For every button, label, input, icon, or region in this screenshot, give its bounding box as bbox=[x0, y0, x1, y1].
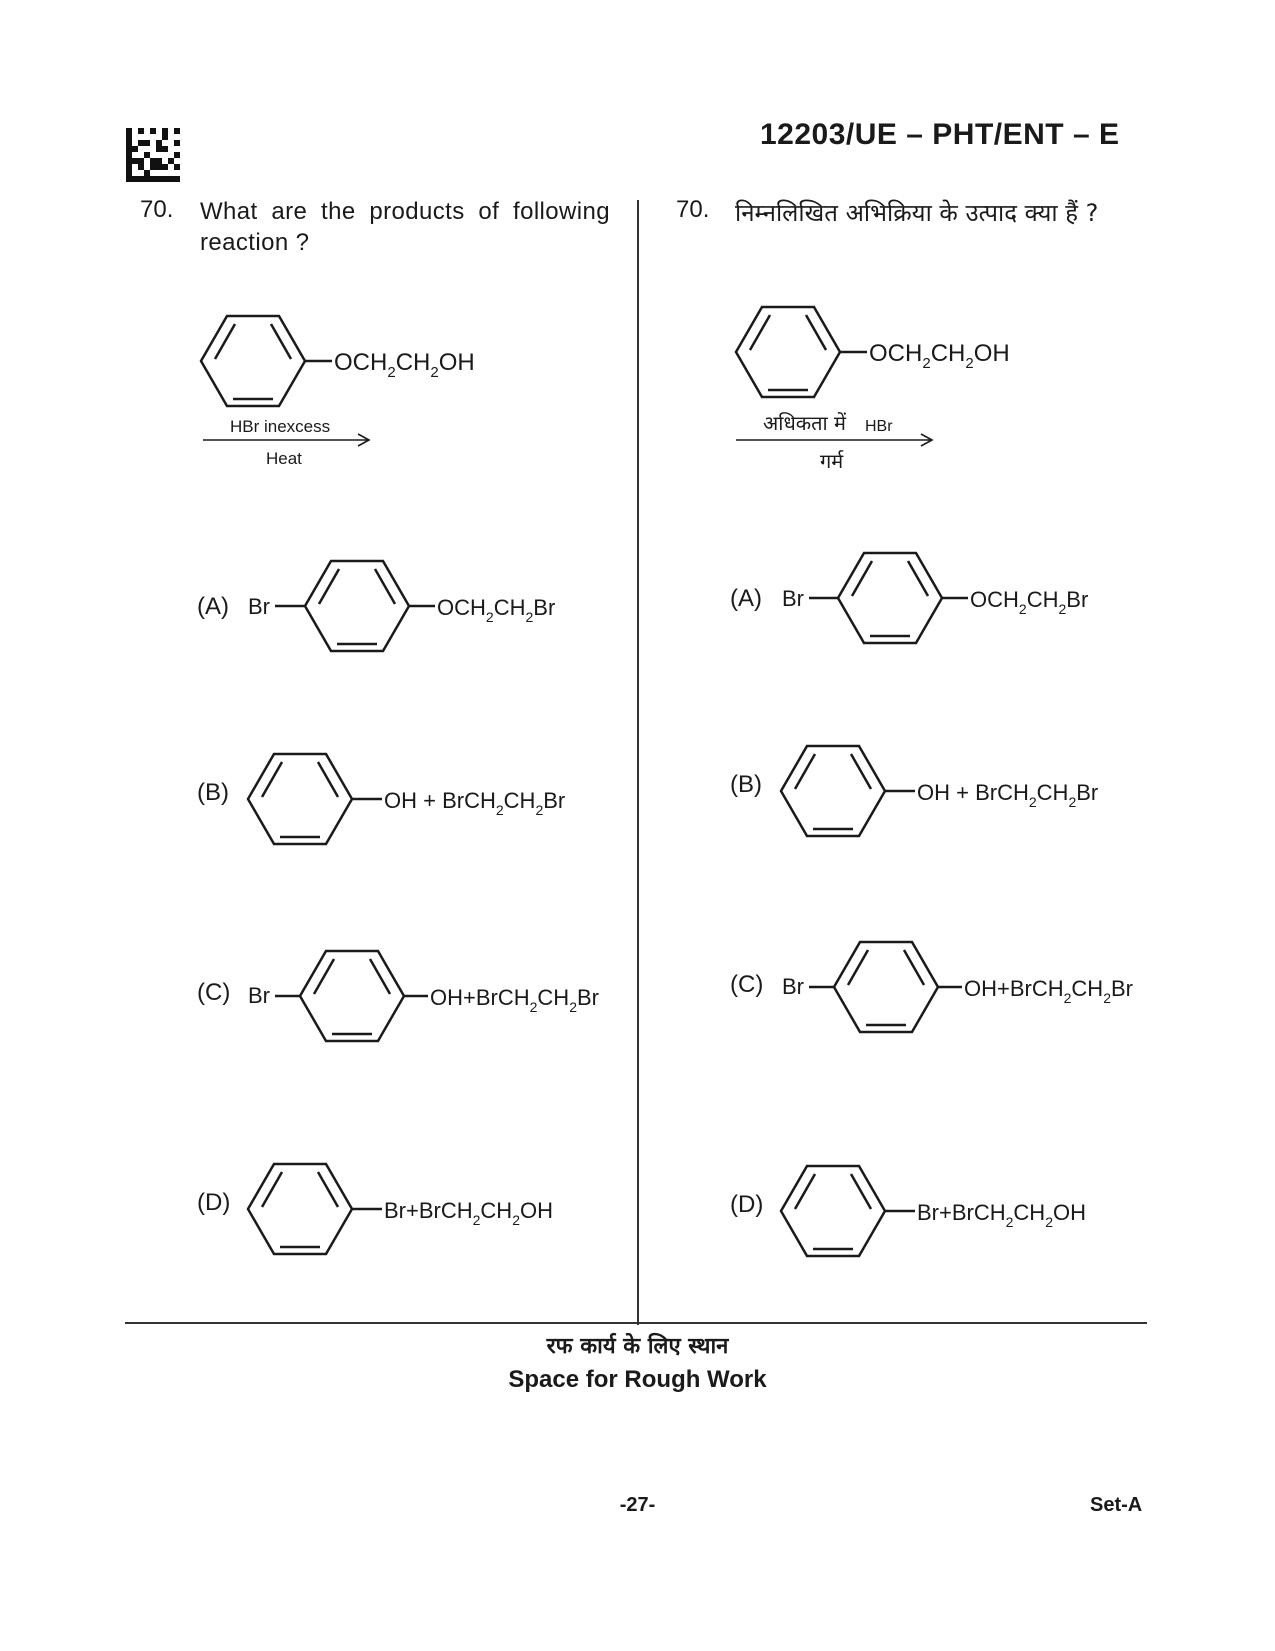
svg-text:(A): (A) bbox=[197, 593, 229, 620]
option-a-en bbox=[197, 561, 555, 651]
svg-text:OCH2CH2OH: $OCH_2CH_2OH$ bbox=[869, 340, 1010, 372]
svg-text:OCH2CH2Br: $OCH_2CH_2Br$ bbox=[970, 587, 1089, 617]
svg-text:(C): (C) bbox=[730, 971, 764, 998]
question-number-hi: 70. bbox=[676, 196, 710, 223]
paper-code: 12203/UE – PHT/ENT – E bbox=[760, 118, 1120, 151]
reaction-arrow-hi bbox=[736, 411, 932, 473]
option-d-hi bbox=[730, 1166, 1086, 1256]
reagent-top-en: HBr inexcess bbox=[230, 417, 331, 436]
reagent-bottom-hi: गर्म bbox=[820, 449, 844, 473]
option-d-en bbox=[197, 1164, 553, 1254]
rough-work-label-en: Space for Rough Work bbox=[508, 1366, 767, 1393]
option-b-hi bbox=[730, 746, 1098, 836]
reaction-arrow-en bbox=[203, 417, 369, 468]
svg-text:OCH2CH2OH: $OCH_2CH_2OH$ bbox=[334, 349, 475, 381]
svg-text:OH + BrCH2CH2Br: OH + $BrCH_2CH_2Br$ bbox=[917, 780, 1099, 810]
svg-text:Br+BrCH2CH2OH: $Br+BrCH_2CH_2OH$ bbox=[917, 1200, 1086, 1230]
reagent-bottom-en: Heat bbox=[266, 449, 302, 468]
svg-text:OH + BrCH2CH2Br: OH + $BrCH_2CH_2Br$ bbox=[384, 788, 566, 818]
rough-work-label-hi: रफ कार्य के लिए स्थान bbox=[546, 1334, 729, 1359]
svg-text:(B): (B) bbox=[730, 771, 762, 798]
option-a-hi bbox=[730, 553, 1088, 643]
svg-text:OCH2CH2Br: $OCH_2CH_2Br$ bbox=[437, 595, 556, 625]
svg-text:(A): (A) bbox=[730, 585, 762, 612]
svg-text:(B): (B) bbox=[197, 779, 229, 806]
page-number: -27- bbox=[619, 1494, 656, 1516]
reagent-top-hbr: HBr bbox=[865, 418, 893, 435]
question-text-en: What are the products of following reaction ? bbox=[200, 198, 610, 256]
svg-text:(D): (D) bbox=[197, 1189, 231, 1216]
svg-text:Br+BrCH2CH2OH: $Br+BrCH_2CH_2OH$ bbox=[384, 1198, 553, 1228]
svg-text:Br: Br bbox=[782, 586, 804, 611]
svg-text:(C): (C) bbox=[197, 979, 231, 1006]
svg-text:Br: Br bbox=[782, 974, 804, 999]
svg-text:Br: Br bbox=[248, 594, 270, 619]
question-text-hi: निम्नलिखित अभिक्रिया के उत्पाद क्या हैं ? bbox=[735, 199, 1099, 227]
option-b-en bbox=[197, 754, 565, 844]
set-label: Set-A bbox=[1090, 1494, 1143, 1516]
svg-text:(D): (D) bbox=[730, 1191, 764, 1218]
svg-text:Br: Br bbox=[248, 983, 270, 1008]
svg-text:OH+BrCH2CH2Br: $OH+BrCH_2CH_2Br$ bbox=[964, 976, 1133, 1006]
reagent-top-hi: अधिकता में bbox=[763, 411, 847, 435]
option-c-en bbox=[197, 951, 599, 1041]
question-number-en: 70. bbox=[140, 196, 174, 223]
option-c-hi bbox=[730, 942, 1133, 1032]
reactant-hi bbox=[736, 307, 1010, 397]
svg-text:OH+BrCH2CH2Br: $OH+BrCH_2CH_2Br$ bbox=[430, 985, 599, 1015]
reactant-en bbox=[201, 316, 475, 406]
